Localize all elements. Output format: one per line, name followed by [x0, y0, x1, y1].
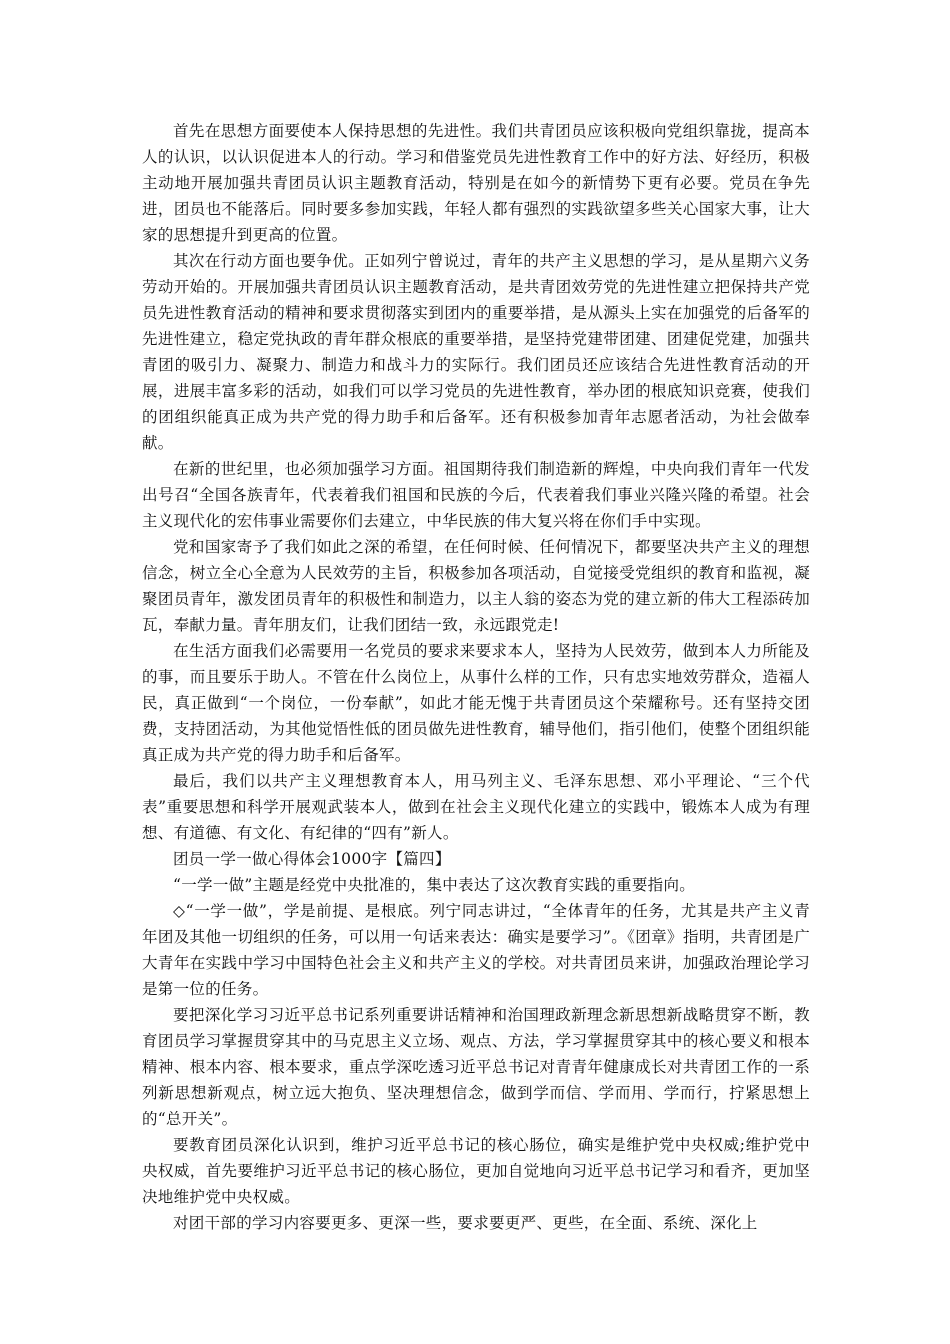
section-heading: 团员一学一做心得体会1000字【篇四】 [173, 850, 451, 868]
paragraph-4: 党和国家寄予了我们如此之深的希望，在任何时候、任何情况下，都要坚决共产主义的理想信念，树立全心全意为人民效劳的主旨，积极参加各项活动，自觉接受党组织的教育和监视，凝聚团员青年，激发团员青年的积极性和制造力，以主人翁的姿态为党的建立新的伟大工程添砖加瓦，奉献力量。青年朋友们，让我们团结一致，永远跟党走! [142, 538, 810, 634]
paragraph-10: 要教育团员深化认识到，维护习近平总书记的核心肠位，确实是维护党中央权威;维护党中央权威，首先要维护习近平总书记的核心肠位，更加自觉地向习近平总书记学习和看齐，更加坚决地维护党中央权威。 [142, 1136, 810, 1206]
paragraph-3: 在新的世纪里，也必须加强学习方面。祖国期待我们制造新的辉煌，中央向我们青年一代发出号召“全国各族青年，代表着我们祖国和民族的今后，代表着我们事业兴隆兴隆的希望。社会主义现代化的宏伟事业需要你们去建立，中华民族的伟大复兴将在你们手中实现。 [142, 460, 810, 530]
paragraph-11: 对团干部的学习内容要更多、更深一些，要求要更严、更些，在全面、系统、深化上 [173, 1214, 758, 1232]
paragraph-8: ◇“一学一做”，学是前提、是根底。列宁同志讲过，“全体青年的任务，尤其是共产主义青年团及其他一切组织的任务，可以用一句话来表达：确实是要学习”。《团章》指明，共青团是广大青年在实践中学习中国特色社会主义和共产主义的学校。对共青团员来讲，加强政治理论学习是第一位的任务。 [142, 902, 810, 998]
paragraph-2: 其次在行动方面也要争优。正如列宁曾说过，青年的共产主义思想的学习，是从星期六义务劳动开始的。开展加强共青团员认识主题教育活动，是共青团效劳党的先进性建立把保持共产党员先进性教育活动的精神和要求贯彻落实到团内的重要举措，是从源头上实在加强党的后备军的先进性建立，稳定党执政的青年群众根底的重要举措，是坚持党建带团建、团建促党建，加强共青团的吸引力、凝聚力、制造力和战斗力的实际行。我们团员还应该结合先进性教育活动的开展，进展丰富多彩的活动，如我们可以学习党员的先进性教育，举办团的根底知识竞赛，使我们的团组织能真正成为共产党的得力助手和后备军。还有积极参加青年志愿者活动，为社会做奉献。 [142, 252, 810, 452]
paragraph-7: “一学一做”主题是经党中央批准的，集中表达了这次教育实践的重要指向。 [173, 876, 696, 894]
document-body [142, 118, 810, 1236]
paragraph-5: 在生活方面我们必需要用一名党员的要求来要求本人，坚持为人民效劳，做到本人力所能及的事，而且要乐于助人。不管在什么岗位上，从事什么样的工作，只有忠实地效劳群众，造福人民，真正做到“一个岗位，一份奉献”，如此才能无愧于共青团员这个荣耀称号。还有坚持交团费，支持团活动，为其他觉悟性低的团员做先进性教育，辅导他们，指引他们，使整个团组织能真正成为共产党的得力助手和后备军。 [142, 642, 810, 764]
paragraph-1: 首先在思想方面要使本人保持思想的先进性。我们共青团员应该积极向党组织靠拢，提高本人的认识，以认识促进本人的行动。学习和借鉴党员先进性教育工作中的好方法、好经历，积极主动地开展加强共青团员认识主题教育活动，特别是在如今的新情势下更有必要。党员在争先进，团员也不能落后。同时要多参加实践，年轻人都有强烈的实践欲望多些关心国家大事，让大家的思想提升到更高的位置。 [142, 122, 810, 244]
paragraph-6: 最后，我们以共产主义理想教育本人，用马列主义、毛泽东思想、邓小平理论、“三个代表”重要思想和科学开展观武装本人，做到在社会主义现代化建立的实践中，锻炼本人成为有理想、有道德、有文化、有纪律的“四有”新人。 [142, 772, 810, 842]
paragraph-9: 要把深化学习习近平总书记系列重要讲话精神和治国理政新理念新思想新战略贯穿不断，教育团员学习掌握贯穿其中的马克思主义立场、观点、方法，学习掌握贯穿其中的核心要义和根本精神、根本内容、根本要求，重点学深吃透习近平总书记对青青年健康成长对共青团工作的一系列新思想新观点，树立远大抱负、坚决理想信念，做到学而信、学而用、学而行，拧紧思想上的“总开关”。 [142, 1006, 810, 1128]
